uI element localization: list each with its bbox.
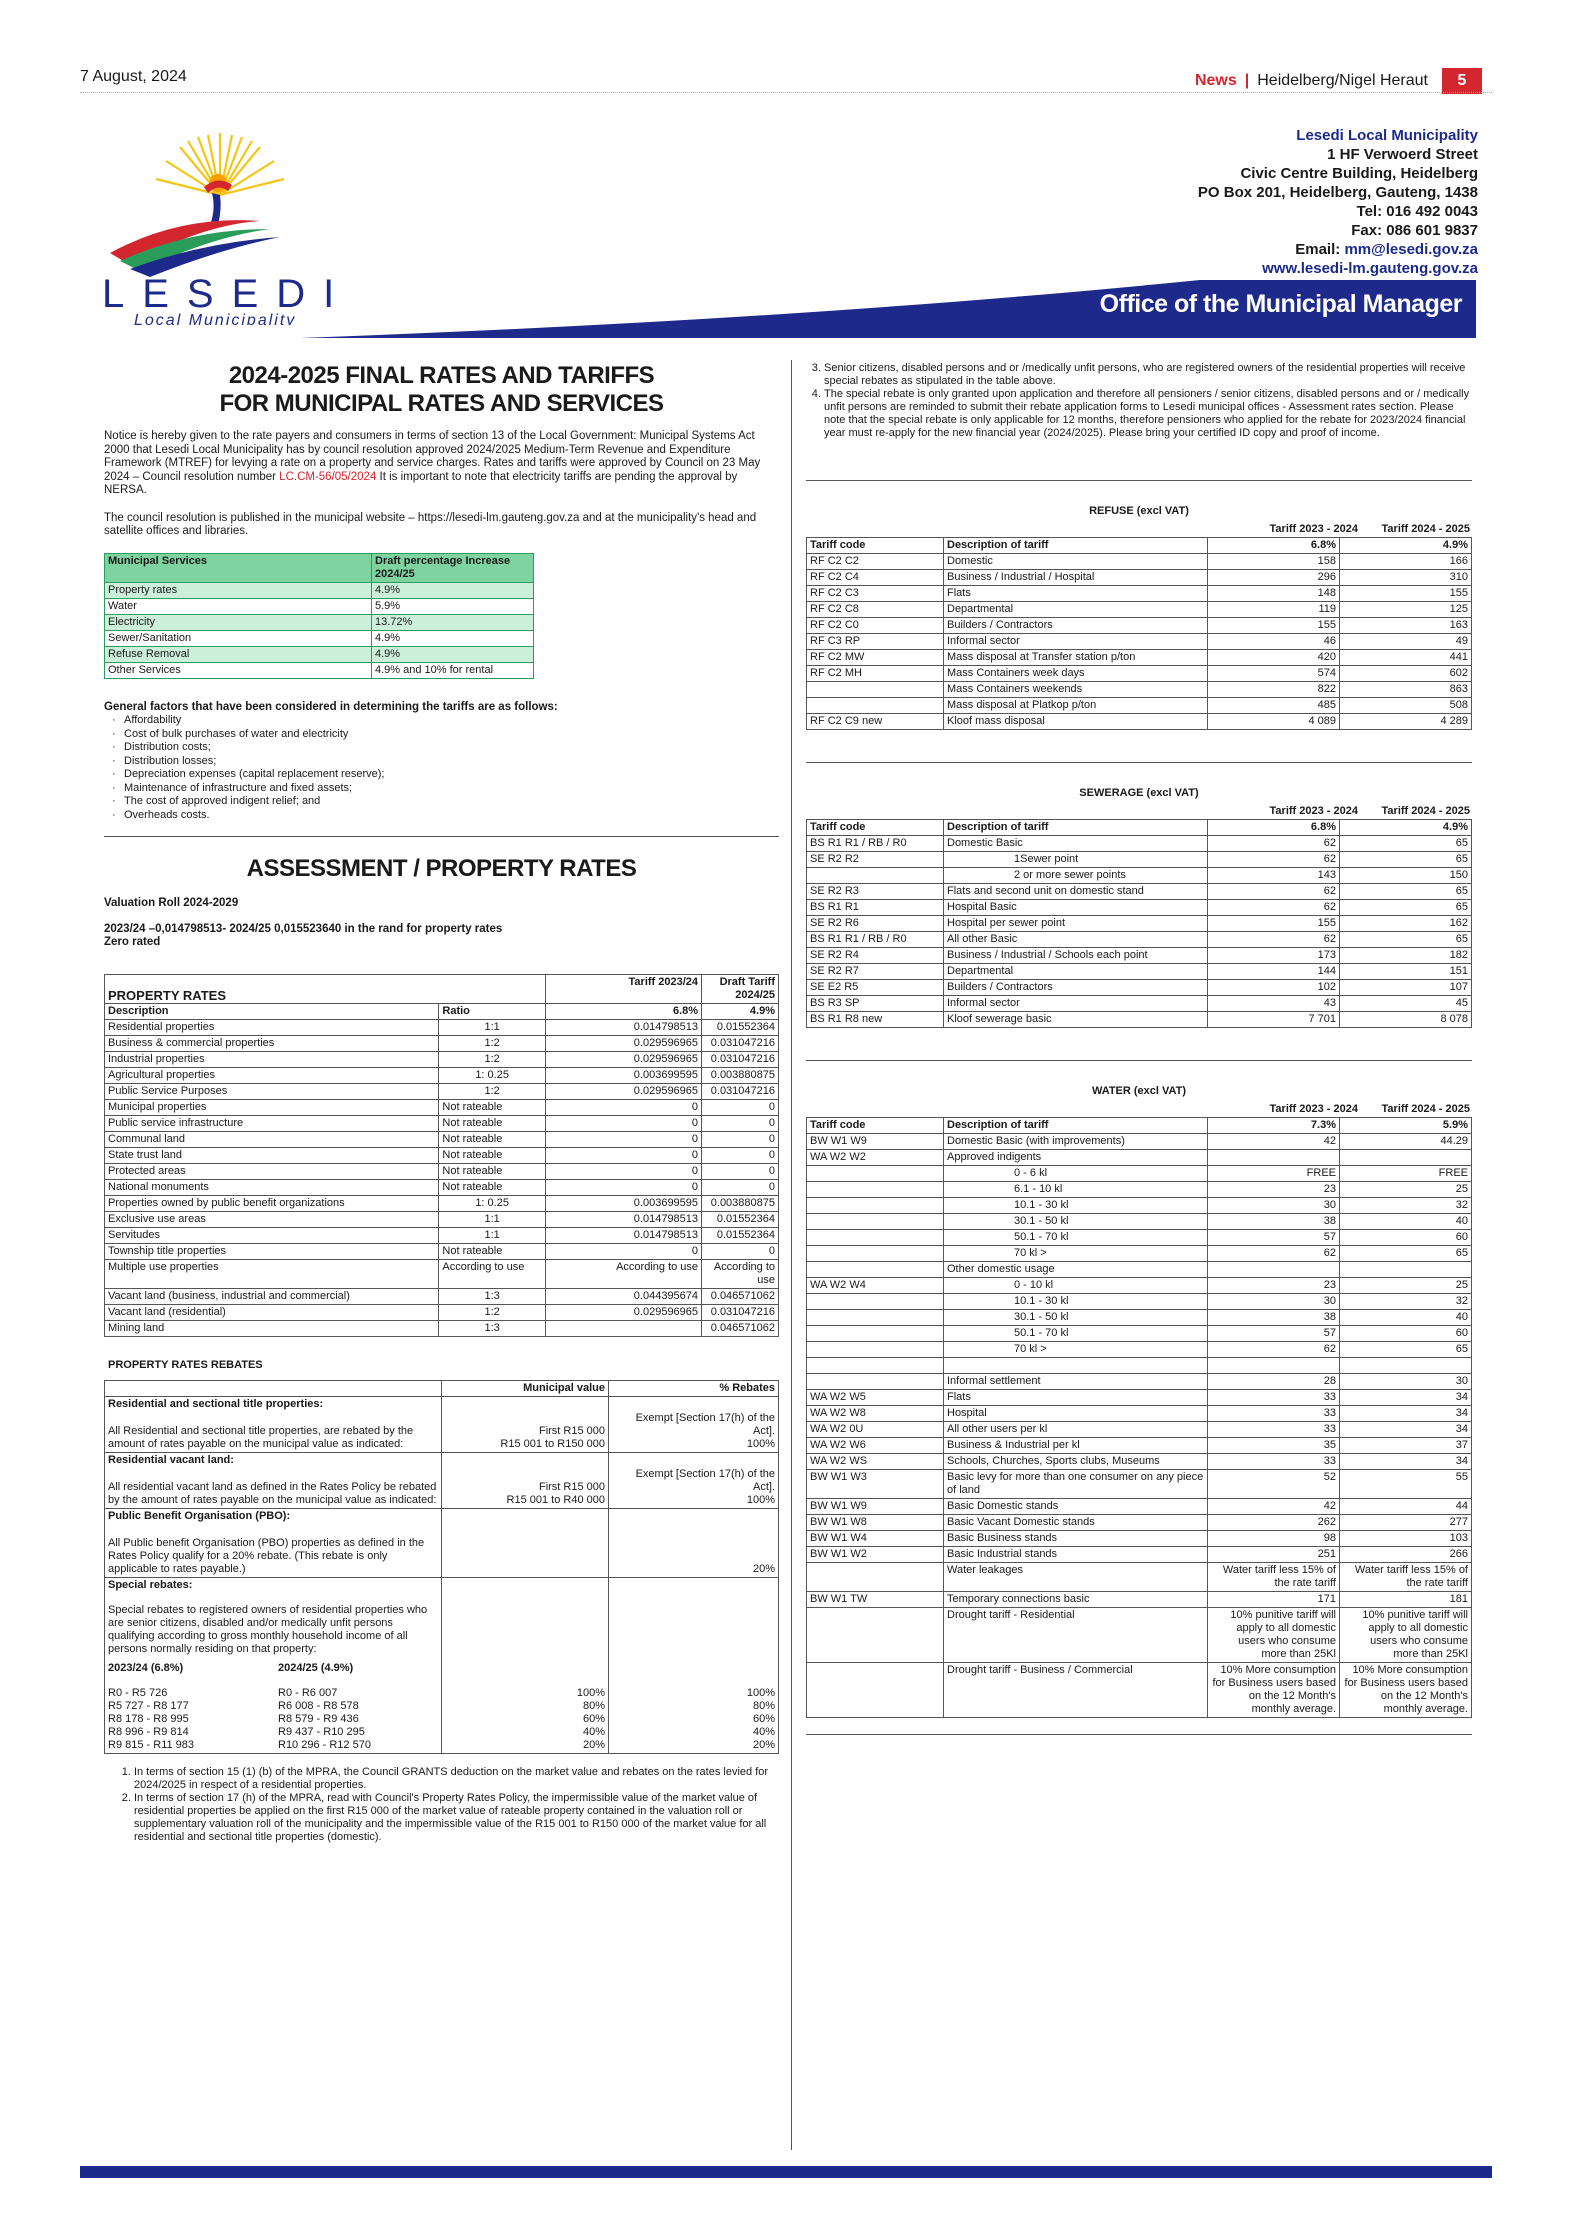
table-row: WA W2 W4 0 - 10 kl 23 25 xyxy=(807,1278,1472,1294)
logo-wordmark: LESEDI xyxy=(102,272,350,316)
phone-line: Tel: 016 492 0043 xyxy=(1356,203,1478,220)
table-row: Protected areas Not rateable 0 0 xyxy=(105,1163,779,1179)
banner-title: Office of the Municipal Manager xyxy=(1099,290,1462,318)
email-line: Email: mm@lesedi.gov.za xyxy=(1295,241,1478,258)
left-column xyxy=(104,362,779,1844)
table-row: Municipal properties Not rateable 0 0 xyxy=(105,1099,779,1115)
table-row: 6.1 - 10 kl 23 25 xyxy=(807,1182,1472,1198)
header-divider xyxy=(80,92,1492,93)
column-label: Tariff 2023 - 2024 xyxy=(1269,523,1358,535)
table-row: SE R2 R6 Hospital per sewer point 155 162 xyxy=(807,916,1472,932)
income-band: R9 815 - R11 983 R10 296 - R12 570 xyxy=(108,1739,371,1751)
table-row: Mass Containers weekends 822 863 xyxy=(807,682,1472,698)
income-band: R8 996 - R9 814 R9 437 - R10 295 xyxy=(108,1726,365,1738)
income-band: R8 178 - R8 995 R8 579 - R9 436 xyxy=(108,1713,359,1725)
table-row: Drought tariff - Residential 10% punitive tariff will apply to all domestic users who consume more than 25Kl 10% punitive tariff will apply to all domestic users who consume more than 25Kl xyxy=(807,1608,1472,1663)
table-row: WA W2 0U All other users per kl 33 34 xyxy=(807,1422,1472,1438)
publication-name: Heidelberg/Nigel Heraut xyxy=(1257,72,1428,89)
table-row: WA W2 W5 Flats 33 34 xyxy=(807,1390,1472,1406)
rebate-notes xyxy=(806,362,1472,440)
table-row: Residential and sectional title properties: All Residential and sectional title properties, are rebated by the amount of rates payable on the municipal value as indicated: First R15 000 R15 001 to R150 000 Exempt [Section 17(h) of the Act]. 100% xyxy=(105,1397,779,1453)
table-row: BW W1 W3 Basic levy for more than one consumer on any piece of land 52 55 xyxy=(807,1470,1472,1499)
table-row: 70 kl > 62 65 xyxy=(807,1342,1472,1358)
section-label: News xyxy=(1194,72,1237,89)
section-divider xyxy=(104,836,779,837)
valuation-roll: Valuation Roll 2024-2029 xyxy=(104,897,239,909)
table-row: BS R1 R8 new Kloof sewerage basic 7 701 8 078 xyxy=(807,1012,1472,1028)
table-row: Communal land Not rateable 0 0 xyxy=(105,1131,779,1147)
email-link[interactable]: mm@lesedi.gov.za xyxy=(1344,241,1478,258)
page-number: 5 xyxy=(1442,68,1482,94)
assessment-title: ASSESSMENT / PROPERTY RATES xyxy=(246,855,637,882)
refuse-title: REFUSE (excl VAT) xyxy=(1089,505,1189,517)
table-row: BS R1 R1 / RB / R0 Domestic Basic 62 65 xyxy=(807,836,1472,852)
table-row: RF C2 C0 Builders / Contractors 155 163 xyxy=(807,618,1472,634)
website-link[interactable]: www.lesedi-lm.gauteng.gov.za xyxy=(1262,260,1478,277)
table-row: BW W1 W9 Domestic Basic (with improvements) 42 44.29 xyxy=(807,1134,1472,1150)
table-row: Public service infrastructure Not rateable 0 0 xyxy=(105,1115,779,1131)
table-row: Informal settlement 28 30 xyxy=(807,1374,1472,1390)
column-label: Tariff 2023 - 2024 xyxy=(1269,1103,1358,1115)
fax-line: Fax: 086 601 9837 xyxy=(1351,222,1478,239)
special-rebates-cell: Special rebates: Special rebates to registered owners of residential properties who are senior citizens, disabled and/or medically unfit persons qualifying according to gross monthly household income of all persons normally residing on that property: 2023/24 (6.8%) 2024/25 (4.9%) R0 - R5 726 R0 - R6 007 R5 727 - R8 177 R6 008 - R8 578 R8 178 - R8 995 R8 579 - R9 436 R8 996 - R9 814 R9 437 - R10 295 R9 815 - R11 983 R10 296 - R12 570 xyxy=(105,1578,442,1754)
table-row: Business & commercial properties 1:2 0.029596965 0.031047216 xyxy=(105,1035,779,1051)
table-row: SE R2 R7 Departmental 144 151 xyxy=(807,964,1472,980)
table-row: RF C2 MH Mass Containers week days 574 602 xyxy=(807,666,1472,682)
column-label: Tariff 2024 - 2025 xyxy=(1381,523,1470,535)
table-row: Industrial properties 1:2 0.029596965 0.031047216 xyxy=(105,1051,779,1067)
property-rates-table: PROPERTY RATES Tariff 2023/24 Draft Tariff 2024/25 Description Ratio 6.8% 4.9% Residential properties 1:1 0.014798513 0.01552364 Business & commercial properties 1:2 0.029596965 0.031047216 Industrial properties 1:2 0.029596965 0.031047216 Agricultural properties 1: 0.25 0.003699595 0.003880875 Public Service Purposes 1:2 0.029596965 0.031047216 Municipal properties Not rateable 0 0 Public service infrastructure Not rateable 0 0 Communal land Not rateable 0 0 State trust land Not rateable 0 0 Protected areas Not rateable 0 0 National monuments Not rateable 0 0 Properties owned by public benefit organizations 1: 0.25 0.003699595 0.003880875 Exclusive use areas 1:1 0.014798513 0.01552364 Servitudes 1:1 0.014798513 0.01552364 Township title properties Not rateable 0 0 Multiple use properties According to use According to use According to use Vacant land (business, industrial and commercial) 1:3 0.044395674 0.046571062 Vacant land (residential) 1:2 0.029596965 0.031047216 Mining land 1:3 0.046571062 xyxy=(104,974,779,1337)
services-increase-table: Municipal Services Draft percentage Increase 2024/25 Property rates 4.9% Water 5.9% Electricity 13.72% Sewer/Sanitation 4.9% Refuse Removal 4.9% Other Services 4.9% and 10% for rental xyxy=(104,553,534,679)
table-row xyxy=(807,1358,1472,1374)
column-label: Tariff 2024 - 2025 xyxy=(1381,805,1470,817)
table-row: BW W1 W9 Basic Domestic stands 42 44 xyxy=(807,1499,1472,1515)
table-row: RF C2 C4 Business / Industrial / Hospital 296 310 xyxy=(807,570,1472,586)
list-item: · Overheads costs. xyxy=(124,809,779,823)
table-row: Vacant land (business, industrial and commercial) 1:3 0.044395674 0.046571062 xyxy=(105,1288,779,1304)
list-item: · Maintenance of infrastructure and fixed assets; xyxy=(124,782,779,796)
right-column xyxy=(806,362,1472,1735)
table-row: Mass disposal at Platkop p/ton 485 508 xyxy=(807,698,1472,714)
table-row: Agricultural properties 1: 0.25 0.003699595 0.003880875 xyxy=(105,1067,779,1083)
zero-rated: Zero rated xyxy=(104,936,161,948)
table-row: BW W1 W8 Basic Vacant Domestic stands 262 277 xyxy=(807,1515,1472,1531)
resolution-ref: LC.CM-56/05/2024 xyxy=(279,470,377,483)
table-row: BW W1 W2 Basic Industrial stands 251 266 xyxy=(807,1547,1472,1563)
table-row: 70 kl > 62 65 xyxy=(807,1246,1472,1262)
table-row: State trust land Not rateable 0 0 xyxy=(105,1147,779,1163)
rebates-table: Municipal value % Rebates Residential and sectional title properties: All Residential and sectional title properties, are rebated by the amount of rates payable on the municipal value as indicated: First R15 000 R15 001 to R150 000 Exempt [Section 17(h) of the Act]. 100% Residential vacant land: All residential vacant land as defined in the Rates Policy be rebated by the amount of rates payable on the municipal value as indicated: First R15 000 R15 001 to R40 000 Exempt [Section 17(h) of the Act]. 100% Public Benefit Organisation (PBO): All Public benefit Organisation (PBO) properties as defined in the Rates Policy qualify for a 20% rebate. (This rebate is only applicable to rates payable.) 20% Special rebates: Special rebates to registered owners of residential properties who are senior citizens, disabled and/or medically unfit persons qualifying according to gross monthly household income of all persons normally residing on that property: 2023/24 (6.8%) 2024/25 (4.9%) R0 - R5 726 R0 - R6 007 R5 727 - R8 177 R6 008 - R8 578 R8 178 - R8 995 R8 579 - R9 436 R8 996 - R9 814 R9 437 - R10 295 R9 815 - R11 983 R10 296 - R12 570 100% 80% 60% 40% 20% 100% 80% 60% 40% 20% xyxy=(104,1380,779,1754)
list-item: · Depreciation expenses (capital replacement reserve); xyxy=(124,768,779,782)
factors-title: General factors that have been considered in determining the tariffs are as follows: xyxy=(104,700,558,713)
column-divider xyxy=(791,360,792,2150)
table-row: RF C2 C9 new Kloof mass disposal 4 089 4 289 xyxy=(807,714,1472,730)
table-row: Water leakages Water tariff less 15% of the rate tariff Water tariff less 15% of the rate tariff xyxy=(807,1563,1472,1592)
address-line: Civic Centre Building, Heidelberg xyxy=(1240,165,1478,182)
column-label: Tariff 2024 - 2025 xyxy=(1381,1103,1470,1115)
list-item: · Distribution costs; xyxy=(124,741,779,755)
table-row: RF C2 C2 Domestic 158 166 xyxy=(807,554,1472,570)
section-divider xyxy=(806,1734,1472,1735)
contact-block xyxy=(1198,126,1478,278)
water-tariff-table: Tariff code Description of tariff 7.3% 5.9% BW W1 W9 Domestic Basic (with improvements) 42 44.29 WA W2 W2 Approved indigents 0 - 6 kl FREE FREE 6.1 - 10 kl 23 25 10.1 - 30 kl 30 32 30.1 - 50 kl 38 40 50.1 - 70 kl 57 60 70 kl > 62 65 Other domestic usage WA W2 W4 0 - 10 kl 23 25 10.1 - 30 kl 30 32 30.1 - 50 kl 38 40 50.1 - 70 kl 57 60 70 kl > 62 65 Informal settlement 28 30 WA W2 W5 Flats 33 34 WA W2 W8 Hospital 33 34 WA W2 0U All other users per kl 33 34 WA W2 W6 Business & Industrial per kl 35 37 WA W2 WS Schools, Churches, Sports clubs, Museums 33 34 BW W1 W3 Basic levy for more than one consumer on any piece of land 52 55 BW W1 W9 Basic Domestic stands 42 44 BW W1 W8 Basic Vacant Domestic stands 262 277 BW W1 W4 Basic Business stands 98 103 BW W1 W2 Basic Industrial stands 251 266 Water leakages Water tariff less 15% of the rate tariff Water tariff less 15% of the rate tariff BW W1 TW Temporary connections basic 171 181 Drought tariff - Residential 10% punitive tariff will apply to all domestic users who consume more than 25Kl 10% punitive tariff will apply to all domestic users who consume more than 25Kl Drought tariff - Business / Commercial 10% More consumption for Business users based on the 12 Month's monthly average. 10% More consumption for Business users based on the 12 Month's monthly average. xyxy=(806,1117,1472,1718)
org-name: Lesedi Local Municipality xyxy=(1296,127,1478,144)
table-row: Public Service Purposes 1:2 0.029596965 0.031047216 xyxy=(105,1083,779,1099)
table-row: RF C2 C3 Flats 148 155 xyxy=(807,586,1472,602)
address-line: 1 HF Verwoerd Street xyxy=(1327,146,1478,163)
table-row: Vacant land (residential) 1:2 0.029596965 0.031047216 xyxy=(105,1304,779,1320)
notice-paragraph-2: The council resolution is published in the municipal website – https://lesedi-lm.gauteng.gov.za and at the municipality's head and satellite offices and libraries. xyxy=(104,511,757,537)
list-item: · The cost of approved indigent relief; and xyxy=(124,795,779,809)
list-item: · Affordability xyxy=(124,714,779,728)
table-row: 30.1 - 50 kl 38 40 xyxy=(807,1310,1472,1326)
list-item: · Distribution losses; xyxy=(124,755,779,769)
footnotes xyxy=(104,1766,779,1844)
table-row: BW W1 TW Temporary connections basic 171 181 xyxy=(807,1592,1472,1608)
table-row: 50.1 - 70 kl 57 60 xyxy=(807,1230,1472,1246)
masthead xyxy=(1195,68,1482,94)
table-row: WA W2 W8 Hospital 33 34 xyxy=(807,1406,1472,1422)
table-row: WA W2 W6 Business & Industrial per kl 35 37 xyxy=(807,1438,1472,1454)
table-row: 10.1 - 30 kl 30 32 xyxy=(807,1294,1472,1310)
table-row: SE E2 R5 Builders / Contractors 102 107 xyxy=(807,980,1472,996)
rebates-title: PROPERTY RATES REBATES xyxy=(108,1358,263,1371)
section-divider xyxy=(806,1060,1472,1061)
address-line: PO Box 201, Heidelberg, Gauteng, 1438 xyxy=(1197,184,1478,201)
main-title-line2: FOR MUNICIPAL RATES AND SERVICES xyxy=(219,390,664,417)
table-row: BS R1 R1 Hospital Basic 62 65 xyxy=(807,900,1472,916)
sewerage-title: SEWERAGE (excl VAT) xyxy=(1079,787,1199,799)
section-divider xyxy=(806,762,1472,763)
table-row: Township title properties Not rateable 0 0 xyxy=(105,1243,779,1259)
table-row: 50.1 - 70 kl 57 60 xyxy=(807,1326,1472,1342)
notice-paragraph: Notice is hereby given to the rate payers and consumers in terms of section 13 of the Local Government: Municipal Systems Act 2000 that Lesedi Local Municipality has by council resolution approved 2024/2025 Medium-Term Revenue and Expenditure Framework (MTREF) for levying a rate on a property and service charges. Rates and tariffs were approved by Council on 23 May 2024 – Council resolution number LC.CM-56/05/2024 It is important to note that electricity tariffs are pending the approval by NERSA. xyxy=(104,430,761,496)
water-title: WATER (excl VAT) xyxy=(1091,1085,1187,1097)
table-row: Residential vacant land: All residential vacant land as defined in the Rates Policy be rebated by the amount of rates payable on the municipal value as indicated: First R15 000 R15 001 to R40 000 Exempt [Section 17(h) of the Act]. 100% xyxy=(105,1453,779,1509)
rate-line: 2023/24 –0,014798513- 2024/25 0,015523640 in the rand for property rates xyxy=(104,922,503,935)
table-row: SE R2 R3 Flats and second unit on domestic stand 62 65 xyxy=(807,884,1472,900)
table-row: WA W2 WS Schools, Churches, Sports clubs, Museums 33 34 xyxy=(807,1454,1472,1470)
table-row: BW W1 W4 Basic Business stands 98 103 xyxy=(807,1531,1472,1547)
section-divider xyxy=(806,480,1472,481)
section-separator: | xyxy=(1244,72,1250,89)
table-row: Exclusive use areas 1:1 0.014798513 0.01552364 xyxy=(105,1211,779,1227)
table-row: Drought tariff - Business / Commercial 10% More consumption for Business users based on the 12 Month's monthly average. 10% More consumption for Business users based on the 12 Month's monthly average. xyxy=(807,1663,1472,1718)
main-title-line1: 2024-2025 FINAL RATES AND TARIFFS xyxy=(228,362,655,389)
table-row: Mining land 1:3 0.046571062 xyxy=(105,1320,779,1336)
column-label: Tariff 2023 - 2024 xyxy=(1269,805,1358,817)
issue-date: 7 August, 2024 xyxy=(80,68,187,85)
table-row: SE R2 R4 Business / Industrial / Schools each point 173 182 xyxy=(807,948,1472,964)
table-row: BS R3 SP Informal sector 43 45 xyxy=(807,996,1472,1012)
table-row: WA W2 W2 Approved indigents xyxy=(807,1150,1472,1166)
table-row: RF C3 RP Informal sector 46 49 xyxy=(807,634,1472,650)
table-row: RF C2 C8 Departmental 119 125 xyxy=(807,602,1472,618)
footnote: 2. In terms of section 17 (h) of the MPRA, read with Council's Property Rates Policy, the impermissible value of the market value of residential properties be applied on the first R15 000 of the market value of rateable property contained in the valuation roll or supplementary valuation roll of the municipality and the impermissible value of the R15 001 to R150 000 of the market value for all residential and sectional title properties (domestic). xyxy=(134,1792,779,1844)
table-row: SE R2 R2 1Sewer point 62 65 xyxy=(807,852,1472,868)
table-row: National monuments Not rateable 0 0 xyxy=(105,1179,779,1195)
footnote: 1. In terms of section 15 (1) (b) of the MPRA, the Council GRANTS deduction on the market value and rebates on the rates levied for 2024/2025 in respect of a residential properties. xyxy=(134,1766,779,1792)
table-row: Multiple use properties According to use According to use According to use xyxy=(105,1259,779,1288)
table-row: BS R1 R1 / RB / R0 All other Basic 62 65 xyxy=(807,932,1472,948)
refuse-tariff-table: Tariff code Description of tariff 6.8% 4.9% RF C2 C2 Domestic 158 166 RF C2 C4 Business / Industrial / Hospital 296 310 RF C2 C3 Flats 148 155 RF C2 C8 Departmental 119 125 RF C2 C0 Builders / Contractors 155 163 RF C3 RP Informal sector 46 49 RF C2 MW Mass disposal at Transfer station p/ton 420 441 RF C2 MH Mass Containers week days 574 602 Mass Containers weekends 822 863 Mass disposal at Platkop p/ton 485 508 RF C2 C9 new Kloof mass disposal 4 089 4 289 xyxy=(806,537,1472,730)
note: 3. Senior citizens, disabled persons and or /medically unfit persons, who are registered owners of the residential properties will receive special rebates as stipulated in the table above. xyxy=(824,362,1472,388)
sewerage-tariff-table: Tariff code Description of tariff 6.8% 4.9% BS R1 R1 / RB / R0 Domestic Basic 62 65 SE R2 R2 1Sewer point 62 65 2 or more sewer points 143 150 SE R2 R3 Flats and second unit on domestic stand 62 65 BS R1 R1 Hospital Basic 62 65 SE R2 R6 Hospital per sewer point 155 162 BS R1 R1 / RB / R0 All other Basic 62 65 SE R2 R4 Business / Industrial / Schools each point 173 182 SE R2 R7 Departmental 144 151 SE E2 R5 Builders / Contractors 102 107 BS R3 SP Informal sector 43 45 BS R1 R8 new Kloof sewerage basic 7 701 8 078 xyxy=(806,819,1472,1028)
note: 4. The special rebate is only granted upon application and therefore all pensioners / senior citizens, disabled persons and or / medically unfit persons are reminded to submit their rebate application forms to Lesedi municipal offices - Assessment rates section. Please note that the special rebate is only applicable for 12 months, therefore pensioners who applied for the rebate for 2023/2024 financial year must re-apply for the new financial year (2024/2025). Please bring your certified ID copy and proof of income. xyxy=(824,388,1472,440)
table-row: Residential properties 1:1 0.014798513 0.01552364 xyxy=(105,1019,779,1035)
table-row: 10.1 - 30 kl 30 32 xyxy=(807,1198,1472,1214)
footer-bar xyxy=(80,2166,1492,2178)
logo-tagline: Local Municipality xyxy=(134,312,297,325)
income-band: R5 727 - R8 177 R6 008 - R8 578 xyxy=(108,1700,359,1712)
table-row: 0 - 6 kl FREE FREE xyxy=(807,1166,1472,1182)
table-row: Properties owned by public benefit organizations 1: 0.25 0.003699595 0.003880875 xyxy=(105,1195,779,1211)
list-item: · Cost of bulk purchases of water and electricity xyxy=(124,728,779,742)
income-band: R0 - R5 726 R0 - R6 007 xyxy=(108,1687,338,1699)
factors-list xyxy=(104,714,779,822)
table-row: Public Benefit Organisation (PBO): All Public benefit Organisation (PBO) properties as defined in the Rates Policy qualify for a 20% rebate. (This rebate is only applicable to rates payable.) 20% xyxy=(105,1509,779,1578)
table-row: RF C2 MW Mass disposal at Transfer station p/ton 420 441 xyxy=(807,650,1472,666)
table-row: 30.1 - 50 kl 38 40 xyxy=(807,1214,1472,1230)
table-row: Servitudes 1:1 0.014798513 0.01552364 xyxy=(105,1227,779,1243)
table-row: Other domestic usage xyxy=(807,1262,1472,1278)
table-row: 2 or more sewer points 143 150 xyxy=(807,868,1472,884)
